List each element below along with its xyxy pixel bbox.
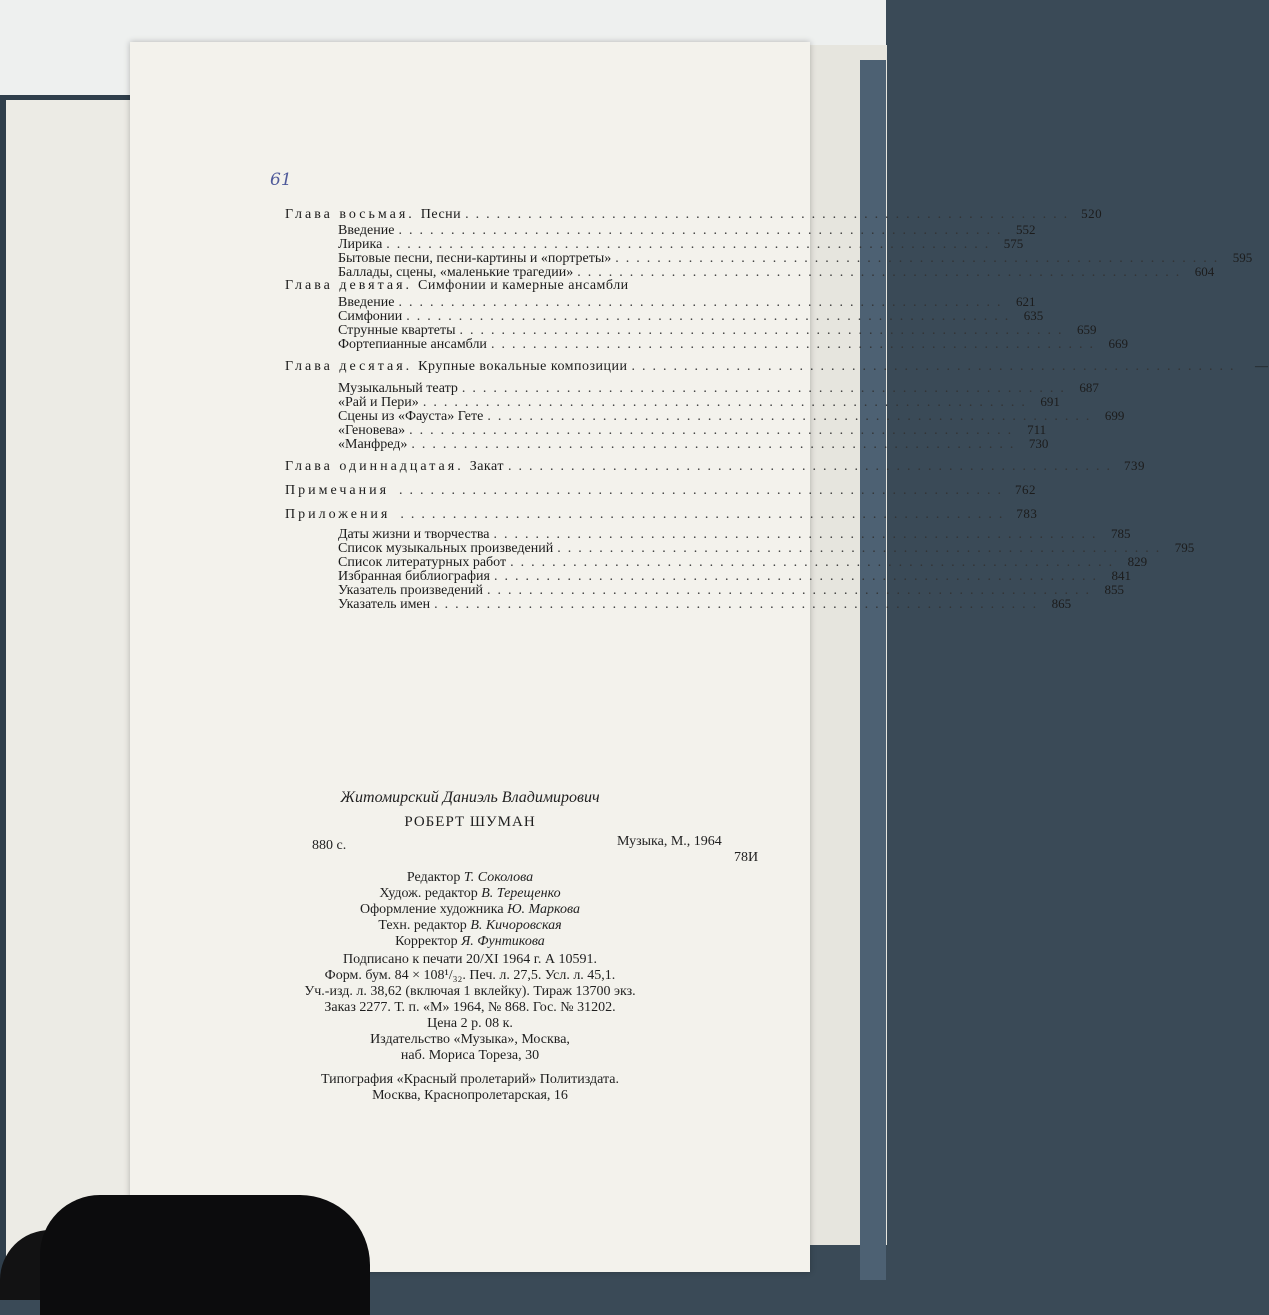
- toc-item-title: Лирика: [338, 237, 383, 252]
- toc-item-title: Список литературных работ: [338, 555, 507, 570]
- toc-leader-dots: ..........................................................: [508, 459, 1117, 474]
- toc-leader-dots: ..........................................................: [409, 423, 1019, 438]
- toc-page-number: 699: [1104, 408, 1125, 423]
- handwritten-mark: 61: [270, 170, 292, 190]
- design-name: Ю. Маркова: [507, 902, 580, 917]
- toc-item-title: Струнные квартеты: [338, 323, 456, 338]
- toc-chapter-title: [285, 507, 396, 523]
- toc-page-number: 841: [1111, 568, 1131, 583]
- toc-leader-dots: ..........................................................: [411, 437, 1021, 452]
- toc-chapter-row: [285, 458, 1145, 475]
- toc-leader-dots: ..........................................................: [459, 323, 1069, 338]
- toc-leader-dots: ..........................................................: [493, 527, 1103, 542]
- toc-leader-dots: ..........................................................: [398, 295, 1008, 310]
- format-line: Форм. бум. 84 × 108¹/₃₂. Печ. л. 27,5. Усл. л. 45,1.: [324, 968, 616, 983]
- toc-item-title: Введение: [338, 295, 395, 310]
- toc-page-number: —: [1255, 358, 1269, 373]
- book-page: [130, 42, 1269, 1272]
- toc-chapter-label: Глава девятая.: [285, 278, 413, 293]
- toc-chapter-title: [285, 278, 629, 294]
- proofreader-label: Корректор: [395, 934, 458, 949]
- toc-page-number: 621: [1015, 294, 1036, 309]
- toc-chapter-name: Крупные вокальные композиции: [418, 359, 628, 374]
- toc-leader-dots: ..........................................................: [577, 265, 1187, 280]
- editor-line: [130, 870, 810, 886]
- toc-item-row: [338, 336, 1128, 353]
- toc-chapter-row: [285, 278, 777, 294]
- toc-page-number: 711: [1027, 422, 1047, 437]
- order-line: Заказ 2277. Т. п. «М» 1964, № 868. Гос. № 31202.: [324, 1000, 616, 1015]
- toc-page-number: 595: [1232, 250, 1253, 265]
- signed-line: Подписано к печати 20/XI 1964 г. А 10591.: [342, 952, 597, 967]
- toc-chapter-label: Глава восьмая.: [285, 207, 415, 222]
- toc-chapter-row: [285, 358, 1269, 375]
- toc-page-number: 739: [1124, 458, 1145, 473]
- toc-item-title: «Геновева»: [338, 423, 406, 438]
- printer-line-2: Москва, Краснопролетарская, 16: [372, 1088, 568, 1103]
- toc-page-number: 730: [1028, 436, 1049, 451]
- design-label: Оформление художника: [360, 902, 504, 917]
- toc-leader-dots: ..........................................................: [493, 569, 1103, 584]
- toc-leader-dots: ..........................................................: [486, 583, 1096, 598]
- toc-page-number: 795: [1174, 540, 1195, 555]
- toc-page-number: 687: [1079, 380, 1099, 395]
- toc-chapter-label: Глава одиннадцатая.: [285, 459, 464, 474]
- page-count: 880 с.: [312, 838, 347, 853]
- toc-page-number: 865: [1051, 596, 1072, 611]
- toc-page-number: 575: [1003, 236, 1024, 251]
- toc-leader-dots: ..........................................................: [422, 395, 1032, 410]
- toc-leader-dots: ..........................................................: [510, 555, 1120, 570]
- toc-page-number: 783: [1016, 506, 1038, 521]
- toc-item-title: Указатель произведений: [338, 583, 483, 598]
- toc-chapter-title: [285, 459, 504, 475]
- toc-leader-dots: ..........................................................: [399, 483, 1009, 498]
- toc-page-number: 669: [1108, 336, 1128, 351]
- toc-leader-dots: ..........................................................: [490, 337, 1100, 352]
- toc-item-title: «Рай и Пери»: [338, 395, 419, 410]
- toc-item-title: Симфонии: [338, 309, 403, 324]
- toc-chapter-title: [285, 207, 461, 223]
- toc-leader-dots: ..........................................................: [434, 597, 1044, 612]
- art-editor-line: [130, 886, 810, 902]
- toc-page-number: 829: [1127, 554, 1148, 569]
- toc-item-title: Избранная библиография: [338, 569, 490, 584]
- toc-chapter-label: Приложения: [285, 507, 391, 522]
- author-name: Житомирский Даниэль Владимирович: [340, 789, 600, 806]
- toc-item-row: [338, 436, 1049, 453]
- toc-chapter-title: [285, 359, 628, 375]
- toc-leader-dots: ..........................................................: [406, 309, 1016, 324]
- tech-editor-name: В. Кичоровская: [470, 918, 562, 933]
- book-title: РОБЕРТ ШУМАН: [404, 814, 536, 830]
- publisher-line-2: наб. Мориса Тореза, 30: [400, 1048, 540, 1063]
- proofreader-name: Я. Фунтикова: [461, 934, 545, 949]
- toc-page-number: 635: [1023, 308, 1044, 323]
- catalog-code: 78И: [734, 850, 759, 865]
- gloved-hand: [40, 1195, 370, 1315]
- toc-page-number: 762: [1015, 482, 1037, 497]
- edition-line: Уч.-изд. л. 38,62 (включая 1 вклейку). Тираж 13700 экз.: [304, 984, 636, 999]
- toc-item-row: [338, 596, 1072, 613]
- toc-item-title: Указатель имен: [338, 597, 431, 612]
- toc-chapter-label: Примечания: [285, 483, 390, 498]
- toc-item-title: Музыкальный театр: [338, 381, 458, 396]
- toc-leader-dots: ..........................................................: [615, 251, 1225, 266]
- toc-chapter-label: Глава десятая.: [285, 359, 413, 374]
- design-line: [130, 902, 810, 918]
- toc-leader-dots: ..........................................................: [400, 507, 1010, 522]
- toc-leader-dots: ..........................................................: [461, 381, 1071, 396]
- price-line: Цена 2 р. 08 к.: [427, 1016, 513, 1031]
- toc-item-title: Фортепианные ансамбли: [338, 337, 487, 352]
- toc-item-title: Список музыкальных произведений: [338, 541, 554, 556]
- publisher-year: Музыка, М., 1964: [617, 834, 722, 849]
- toc-page-number: 691: [1040, 394, 1060, 409]
- toc-page-number: 520: [1081, 206, 1103, 221]
- toc-leader-dots: ..........................................................: [557, 541, 1167, 556]
- tech-editor-label: Техн. редактор: [378, 918, 467, 933]
- editor-label: Редактор: [406, 870, 461, 885]
- toc-leader-dots: ..........................................................: [487, 409, 1097, 424]
- editor-name: Т. Соколова: [463, 870, 534, 885]
- table-of-contents: [130, 42, 1269, 642]
- toc-chapter-name: Закат: [469, 459, 504, 474]
- toc-page-number: 785: [1110, 526, 1131, 541]
- toc-item-title: Бытовые песни, песни-картины и «портреты»: [338, 251, 612, 266]
- tech-editor-line: [130, 918, 810, 934]
- toc-item-title: «Манфред»: [338, 437, 408, 452]
- proofreader-line: [130, 934, 810, 950]
- left-page: [6, 100, 147, 1260]
- toc-leader-dots: ..........................................................: [465, 207, 1075, 222]
- toc-chapter-row: [285, 482, 1037, 499]
- toc-chapter-name: Песни: [420, 207, 462, 222]
- toc-chapter-name: Симфонии и камерные ансамбли: [418, 278, 629, 293]
- toc-chapter-row: [285, 206, 1103, 223]
- toc-page-number: 659: [1076, 322, 1097, 337]
- publisher-line-1: Издательство «Музыка», Москва,: [370, 1032, 570, 1047]
- toc-leader-dots: ..........................................................: [386, 237, 996, 252]
- toc-page-number: 855: [1104, 582, 1124, 597]
- toc-chapter-title: [285, 483, 395, 499]
- toc-chapter-row: [285, 506, 1038, 523]
- toc-item-title: Введение: [338, 223, 395, 238]
- toc-leader-dots: ..........................................................: [398, 223, 1008, 238]
- art-editor-label: Худож. редактор: [379, 886, 478, 901]
- art-editor-name: В. Терещенко: [481, 886, 561, 901]
- printer-line-1: Типография «Красный пролетарий» Политиздата.: [320, 1072, 620, 1087]
- toc-item-title: Даты жизни и творчества: [338, 527, 490, 542]
- toc-page-number: 604: [1194, 264, 1215, 279]
- toc-leader-dots: ..........................................................: [631, 359, 1241, 374]
- toc-item-title: Баллады, сцены, «маленькие трагедии»: [338, 265, 574, 280]
- toc-page-number: 552: [1015, 222, 1036, 237]
- toc-item-title: Сцены из «Фауста» Гете: [338, 409, 484, 424]
